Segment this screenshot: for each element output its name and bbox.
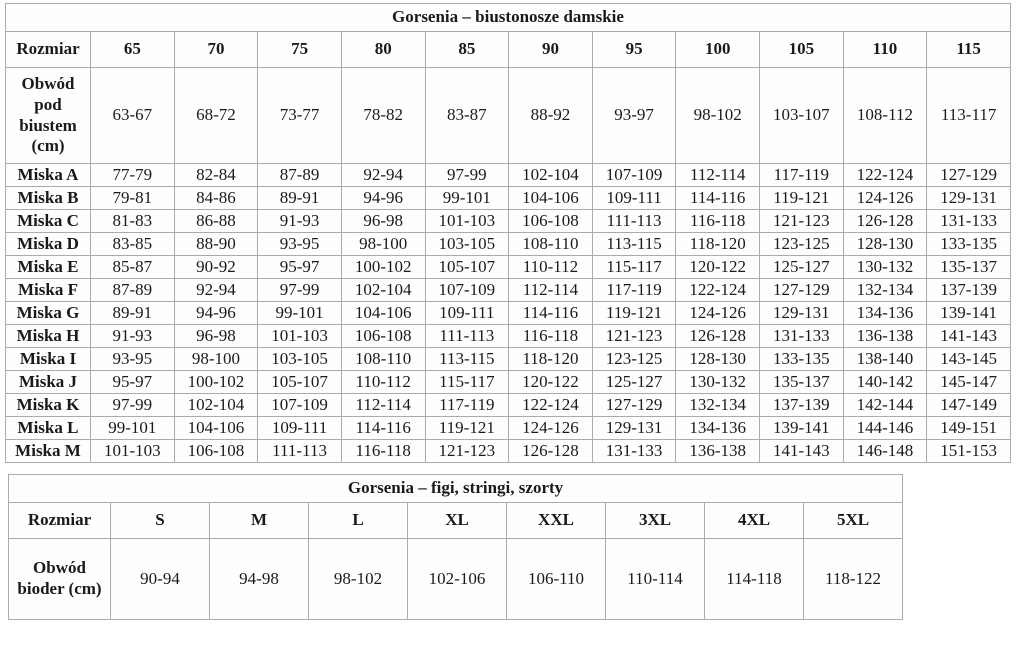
cup-range-cell: 120-122 <box>509 371 593 394</box>
underbust-range-cell: 93-97 <box>592 68 676 164</box>
cup-range-cell: 99-101 <box>258 302 342 325</box>
cup-range-cell: 118-120 <box>509 348 593 371</box>
cup-range-cell: 124-126 <box>676 302 760 325</box>
cup-range-cell: 137-139 <box>927 279 1011 302</box>
cup-range-cell: 119-121 <box>425 417 509 440</box>
cup-range-cell: 94-96 <box>174 302 258 325</box>
cup-range-cell: 138-140 <box>843 348 927 371</box>
cup-range-cell: 88-90 <box>174 233 258 256</box>
cup-range-cell: 83-85 <box>91 233 175 256</box>
cup-range-cell: 117-119 <box>425 394 509 417</box>
cup-range-cell: 97-99 <box>91 394 175 417</box>
cup-range-cell: 142-144 <box>843 394 927 417</box>
cup-range-cell: 93-95 <box>91 348 175 371</box>
cup-range-cell: 151-153 <box>927 440 1011 463</box>
cup-range-cell: 84-86 <box>174 187 258 210</box>
cup-range-cell: 93-95 <box>258 233 342 256</box>
cup-range-cell: 140-142 <box>843 371 927 394</box>
hips-range-cell: 98-102 <box>309 539 408 620</box>
cup-range-cell: 98-100 <box>174 348 258 371</box>
cup-range-cell: 128-130 <box>843 233 927 256</box>
cup-range-cell: 111-113 <box>258 440 342 463</box>
hips-range-cell: 110-114 <box>606 539 705 620</box>
size-chart-page <box>0 3 1024 620</box>
cup-row <box>6 164 1011 187</box>
cup-row-label: Miska K <box>6 394 91 417</box>
underbust-range-cell: 63-67 <box>91 68 175 164</box>
cup-range-cell: 121-123 <box>760 210 844 233</box>
cup-range-cell: 98-100 <box>341 233 425 256</box>
cup-range-cell: 130-132 <box>843 256 927 279</box>
cup-row <box>6 325 1011 348</box>
cup-range-cell: 96-98 <box>174 325 258 348</box>
cup-range-cell: 91-93 <box>91 325 175 348</box>
cup-range-cell: 129-131 <box>927 187 1011 210</box>
bra-size-header: 95 <box>592 32 676 68</box>
cup-range-cell: 120-122 <box>676 256 760 279</box>
cup-row <box>6 417 1011 440</box>
cup-range-cell: 96-98 <box>341 210 425 233</box>
cup-row-label: Miska M <box>6 440 91 463</box>
cup-range-cell: 136-138 <box>843 325 927 348</box>
cup-range-cell: 107-109 <box>258 394 342 417</box>
cup-range-cell: 86-88 <box>174 210 258 233</box>
cup-range-cell: 107-109 <box>425 279 509 302</box>
cup-range-cell: 90-92 <box>174 256 258 279</box>
cup-row-label: Miska I <box>6 348 91 371</box>
cup-range-cell: 126-128 <box>509 440 593 463</box>
cup-range-cell: 126-128 <box>843 210 927 233</box>
panty-size-header: 3XL <box>606 503 705 539</box>
cup-range-cell: 104-106 <box>341 302 425 325</box>
bra-table-title-row <box>6 4 1011 32</box>
bra-underbust-label: Obwód pod biustem (cm) <box>6 68 91 164</box>
cup-range-cell: 108-110 <box>341 348 425 371</box>
cup-range-cell: 101-103 <box>91 440 175 463</box>
cup-range-cell: 102-104 <box>174 394 258 417</box>
cup-range-cell: 127-129 <box>760 279 844 302</box>
bra-corner-header: Rozmiar <box>6 32 91 68</box>
cup-range-cell: 110-112 <box>341 371 425 394</box>
cup-range-cell: 82-84 <box>174 164 258 187</box>
cup-range-cell: 121-123 <box>592 325 676 348</box>
bra-size-header: 105 <box>760 32 844 68</box>
cup-range-cell: 133-135 <box>927 233 1011 256</box>
cup-range-cell: 77-79 <box>91 164 175 187</box>
bra-size-header: 70 <box>174 32 258 68</box>
bra-size-header: 90 <box>509 32 593 68</box>
cup-range-cell: 108-110 <box>509 233 593 256</box>
cup-row-label: Miska L <box>6 417 91 440</box>
hips-range-cell: 102-106 <box>408 539 507 620</box>
bra-size-header: 100 <box>676 32 760 68</box>
cup-range-cell: 136-138 <box>676 440 760 463</box>
cup-range-cell: 103-105 <box>425 233 509 256</box>
cup-range-cell: 122-124 <box>509 394 593 417</box>
cup-range-cell: 116-118 <box>509 325 593 348</box>
cup-row-label: Miska C <box>6 210 91 233</box>
cup-range-cell: 132-134 <box>843 279 927 302</box>
bra-size-header: 85 <box>425 32 509 68</box>
cup-range-cell: 125-127 <box>592 371 676 394</box>
cup-range-cell: 134-136 <box>843 302 927 325</box>
bra-table-title: Gorsenia – biustonosze damskie <box>6 4 1011 32</box>
cup-range-cell: 106-108 <box>174 440 258 463</box>
cup-range-cell: 131-133 <box>760 325 844 348</box>
panty-size-header: XXL <box>507 503 606 539</box>
cup-row <box>6 440 1011 463</box>
underbust-range-cell: 78-82 <box>341 68 425 164</box>
bra-size-header: 65 <box>91 32 175 68</box>
cup-range-cell: 139-141 <box>927 302 1011 325</box>
panty-size-header: 5XL <box>804 503 903 539</box>
underbust-range-cell: 98-102 <box>676 68 760 164</box>
cup-range-cell: 87-89 <box>258 164 342 187</box>
cup-range-cell: 117-119 <box>760 164 844 187</box>
cup-row-label: Miska D <box>6 233 91 256</box>
panty-table-title: Gorsenia – figi, stringi, szorty <box>9 475 903 503</box>
cup-row <box>6 394 1011 417</box>
cup-range-cell: 114-116 <box>341 417 425 440</box>
underbust-range-cell: 113-117 <box>927 68 1011 164</box>
cup-range-cell: 123-125 <box>760 233 844 256</box>
cup-range-cell: 141-143 <box>760 440 844 463</box>
cup-range-cell: 127-129 <box>927 164 1011 187</box>
cup-range-cell: 95-97 <box>91 371 175 394</box>
panty-size-header-row <box>9 503 903 539</box>
panty-hips-label: Obwód bioder (cm) <box>9 539 111 620</box>
cup-range-cell: 102-104 <box>341 279 425 302</box>
cup-range-cell: 130-132 <box>676 371 760 394</box>
cup-row-label: Miska H <box>6 325 91 348</box>
cup-range-cell: 146-148 <box>843 440 927 463</box>
cup-range-cell: 85-87 <box>91 256 175 279</box>
cup-range-cell: 139-141 <box>760 417 844 440</box>
hips-range-cell: 114-118 <box>705 539 804 620</box>
cup-range-cell: 131-133 <box>927 210 1011 233</box>
cup-range-cell: 89-91 <box>91 302 175 325</box>
cup-range-cell: 128-130 <box>676 348 760 371</box>
cup-range-cell: 125-127 <box>760 256 844 279</box>
cup-range-cell: 132-134 <box>676 394 760 417</box>
cup-range-cell: 135-137 <box>760 371 844 394</box>
cup-range-cell: 129-131 <box>592 417 676 440</box>
cup-range-cell: 114-116 <box>509 302 593 325</box>
cup-range-cell: 115-117 <box>425 371 509 394</box>
cup-range-cell: 104-106 <box>174 417 258 440</box>
cup-range-cell: 100-102 <box>174 371 258 394</box>
cup-range-cell: 143-145 <box>927 348 1011 371</box>
cup-range-cell: 107-109 <box>592 164 676 187</box>
cup-range-cell: 79-81 <box>91 187 175 210</box>
cup-range-cell: 92-94 <box>174 279 258 302</box>
bra-size-header: 115 <box>927 32 1011 68</box>
bra-size-header-row <box>6 32 1011 68</box>
cup-row <box>6 348 1011 371</box>
cup-range-cell: 131-133 <box>592 440 676 463</box>
cup-range-cell: 121-123 <box>425 440 509 463</box>
cup-range-cell: 116-118 <box>676 210 760 233</box>
underbust-range-cell: 68-72 <box>174 68 258 164</box>
hips-range-cell: 94-98 <box>210 539 309 620</box>
cup-range-cell: 109-111 <box>425 302 509 325</box>
cup-row <box>6 302 1011 325</box>
bra-size-header: 75 <box>258 32 342 68</box>
underbust-range-cell: 88-92 <box>509 68 593 164</box>
cup-range-cell: 105-107 <box>258 371 342 394</box>
cup-range-cell: 109-111 <box>592 187 676 210</box>
cup-range-cell: 102-104 <box>509 164 593 187</box>
cup-range-cell: 112-114 <box>509 279 593 302</box>
cup-range-cell: 97-99 <box>258 279 342 302</box>
cup-range-cell: 104-106 <box>509 187 593 210</box>
panty-size-header: 4XL <box>705 503 804 539</box>
panty-corner-header: Rozmiar <box>9 503 111 539</box>
underbust-range-cell: 83-87 <box>425 68 509 164</box>
cup-range-cell: 124-126 <box>843 187 927 210</box>
cup-row-label: Miska B <box>6 187 91 210</box>
bra-size-header: 110 <box>843 32 927 68</box>
cup-range-cell: 111-113 <box>425 325 509 348</box>
cup-range-cell: 91-93 <box>258 210 342 233</box>
cup-range-cell: 114-116 <box>676 187 760 210</box>
cup-range-cell: 112-114 <box>341 394 425 417</box>
cup-range-cell: 122-124 <box>843 164 927 187</box>
cup-row <box>6 371 1011 394</box>
cup-range-cell: 119-121 <box>592 302 676 325</box>
panty-size-header: M <box>210 503 309 539</box>
cup-range-cell: 137-139 <box>760 394 844 417</box>
cup-range-cell: 106-108 <box>341 325 425 348</box>
cup-range-cell: 134-136 <box>676 417 760 440</box>
cup-range-cell: 109-111 <box>258 417 342 440</box>
bra-size-header: 80 <box>341 32 425 68</box>
cup-range-cell: 112-114 <box>676 164 760 187</box>
hips-range-cell: 118-122 <box>804 539 903 620</box>
cup-range-cell: 106-108 <box>509 210 593 233</box>
cup-range-cell: 101-103 <box>425 210 509 233</box>
underbust-range-cell: 103-107 <box>760 68 844 164</box>
cup-row <box>6 233 1011 256</box>
cup-range-cell: 101-103 <box>258 325 342 348</box>
cup-range-cell: 115-117 <box>592 256 676 279</box>
cup-range-cell: 127-129 <box>592 394 676 417</box>
cup-range-cell: 144-146 <box>843 417 927 440</box>
bra-underbust-row <box>6 68 1011 164</box>
panty-size-header: S <box>111 503 210 539</box>
cup-range-cell: 111-113 <box>592 210 676 233</box>
panty-hips-row <box>9 539 903 620</box>
cup-row-label: Miska G <box>6 302 91 325</box>
cup-range-cell: 116-118 <box>341 440 425 463</box>
cup-range-cell: 149-151 <box>927 417 1011 440</box>
hips-range-cell: 106-110 <box>507 539 606 620</box>
cup-range-cell: 99-101 <box>425 187 509 210</box>
cup-range-cell: 126-128 <box>676 325 760 348</box>
cup-range-cell: 89-91 <box>258 187 342 210</box>
cup-range-cell: 135-137 <box>927 256 1011 279</box>
cup-range-cell: 113-115 <box>425 348 509 371</box>
cup-row <box>6 210 1011 233</box>
cup-range-cell: 118-120 <box>676 233 760 256</box>
cup-range-cell: 87-89 <box>91 279 175 302</box>
cup-range-cell: 117-119 <box>592 279 676 302</box>
cup-range-cell: 103-105 <box>258 348 342 371</box>
cup-range-cell: 123-125 <box>592 348 676 371</box>
cup-row-label: Miska J <box>6 371 91 394</box>
cup-range-cell: 147-149 <box>927 394 1011 417</box>
cup-range-cell: 145-147 <box>927 371 1011 394</box>
cup-range-cell: 119-121 <box>760 187 844 210</box>
cup-range-cell: 99-101 <box>91 417 175 440</box>
cup-range-cell: 141-143 <box>927 325 1011 348</box>
cup-range-cell: 105-107 <box>425 256 509 279</box>
panty-table-title-row <box>9 475 903 503</box>
cup-range-cell: 95-97 <box>258 256 342 279</box>
cup-row-label: Miska A <box>6 164 91 187</box>
cup-range-cell: 113-115 <box>592 233 676 256</box>
cup-range-cell: 110-112 <box>509 256 593 279</box>
cup-range-cell: 122-124 <box>676 279 760 302</box>
cup-range-cell: 100-102 <box>341 256 425 279</box>
cup-range-cell: 133-135 <box>760 348 844 371</box>
cup-row <box>6 279 1011 302</box>
cup-range-cell: 97-99 <box>425 164 509 187</box>
panty-size-header: L <box>309 503 408 539</box>
panty-size-table <box>8 474 903 620</box>
cup-row <box>6 187 1011 210</box>
underbust-range-cell: 73-77 <box>258 68 342 164</box>
cup-row-label: Miska F <box>6 279 91 302</box>
cup-row-label: Miska E <box>6 256 91 279</box>
cup-range-cell: 124-126 <box>509 417 593 440</box>
bra-size-table <box>5 3 1011 463</box>
cup-row <box>6 256 1011 279</box>
underbust-range-cell: 108-112 <box>843 68 927 164</box>
cup-range-cell: 81-83 <box>91 210 175 233</box>
cup-range-cell: 129-131 <box>760 302 844 325</box>
hips-range-cell: 90-94 <box>111 539 210 620</box>
panty-size-header: XL <box>408 503 507 539</box>
cup-range-cell: 94-96 <box>341 187 425 210</box>
cup-range-cell: 92-94 <box>341 164 425 187</box>
